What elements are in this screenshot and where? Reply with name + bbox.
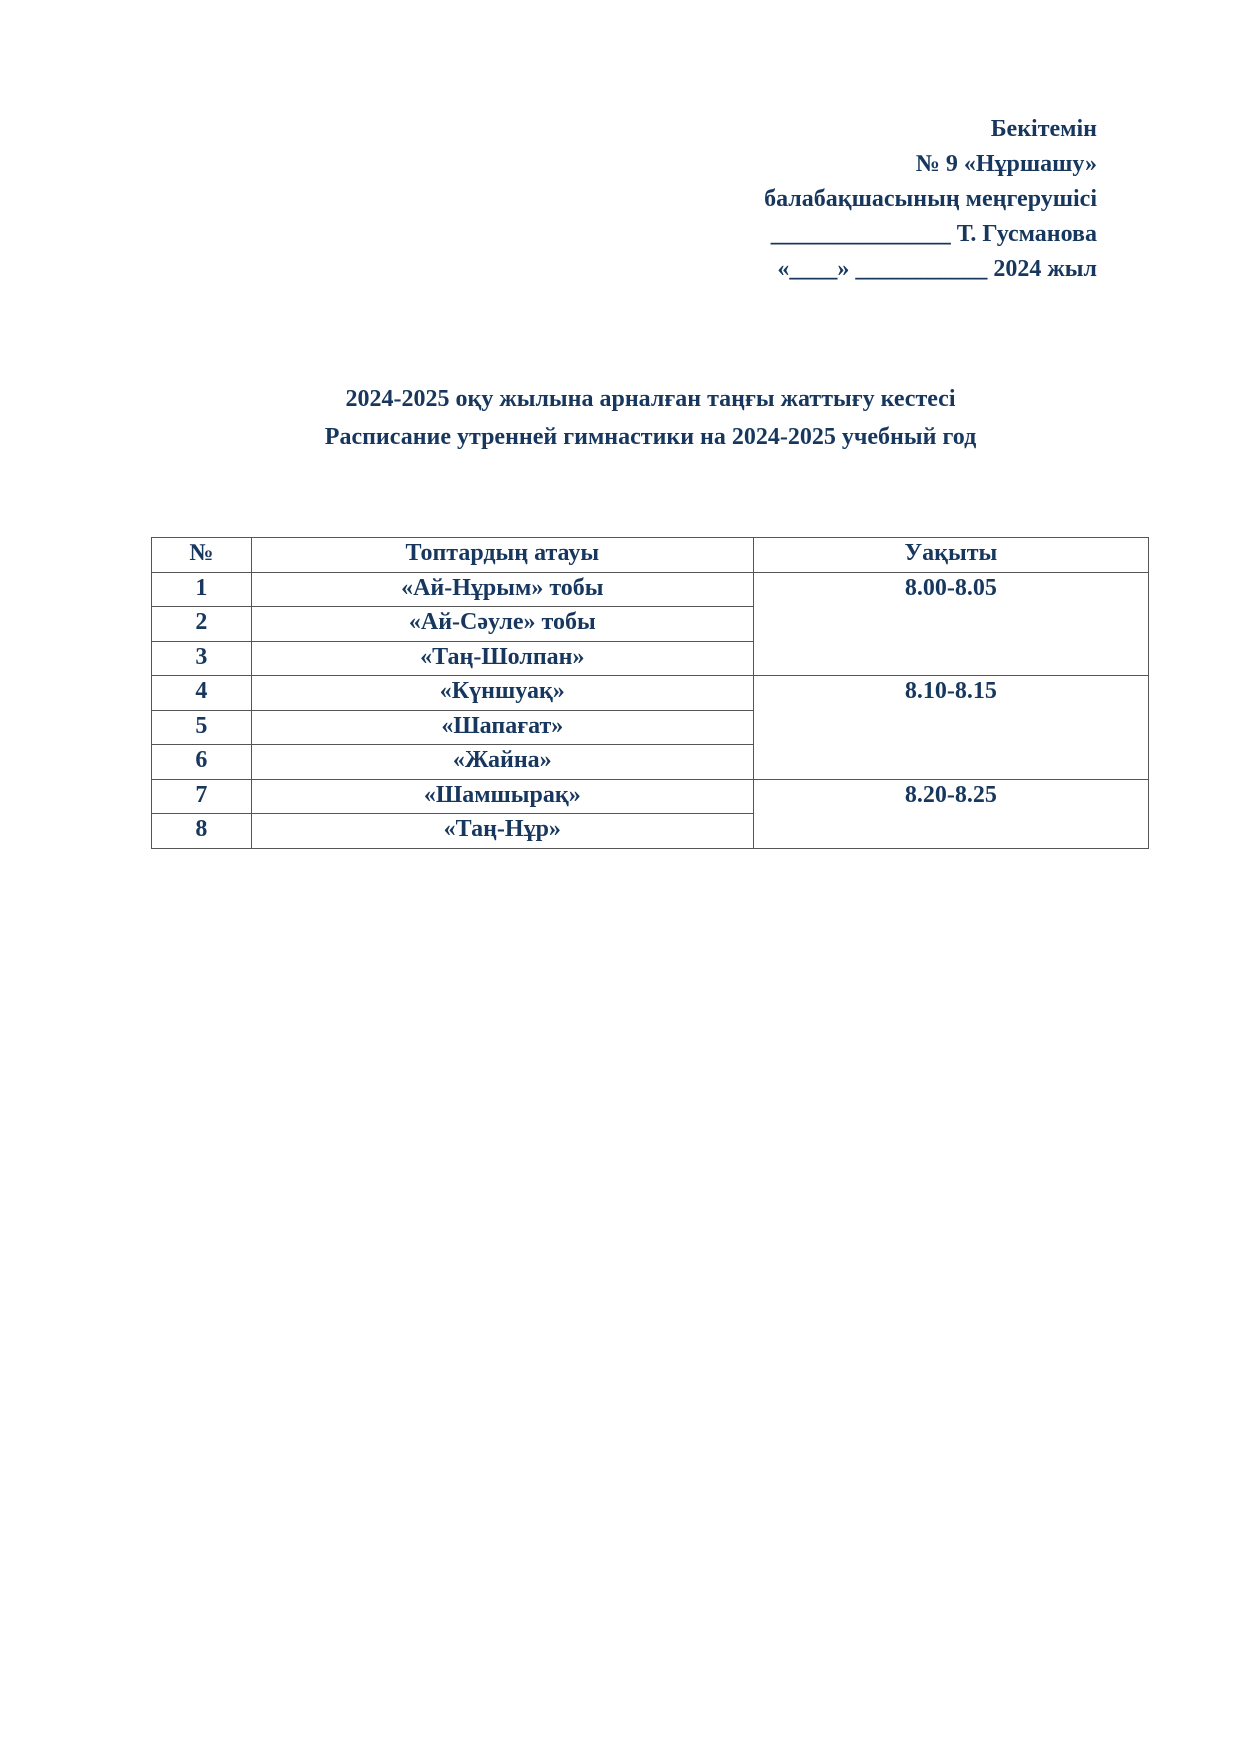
row-number: 1 [152, 572, 252, 607]
schedule-table [151, 537, 1149, 849]
row-group-name: «Жайна» [251, 745, 753, 780]
row-number: 3 [152, 641, 252, 676]
row-group-name: «Шапағат» [251, 710, 753, 745]
table-row [152, 779, 1149, 814]
table-header-row [152, 538, 1149, 573]
row-group-name: «Ай-Сәуле» тобы [251, 607, 753, 642]
row-time: 8.20-8.25 [753, 779, 1148, 848]
approval-line-signature: _______________ Т. Гусманова [770, 221, 1097, 247]
row-number: 2 [152, 607, 252, 642]
approval-block [764, 112, 1097, 287]
row-group-name: «Күншуақ» [251, 676, 753, 711]
table-row [152, 676, 1149, 711]
row-group-name: «Шамшырақ» [251, 779, 753, 814]
approval-line-position: балабақшасының меңгерушісі [764, 186, 1097, 212]
row-number: 8 [152, 814, 252, 849]
approval-line-kindergarten: № 9 «Нұршашу» [915, 151, 1097, 177]
row-time: 8.10-8.15 [753, 676, 1148, 780]
document-title [0, 380, 1241, 456]
row-number: 7 [152, 779, 252, 814]
title-kazakh: 2024-2025 оқу жылына арналған таңғы жаттығу кестесі [345, 386, 956, 412]
row-group-name: «Ай-Нұрым» тобы [251, 572, 753, 607]
approval-line-approve: Бекітемін [990, 116, 1097, 142]
approval-line-date: «____» ___________ 2024 жыл [777, 256, 1097, 282]
row-group-name: «Таң-Шолпан» [251, 641, 753, 676]
table-row [152, 572, 1149, 607]
row-number: 6 [152, 745, 252, 780]
row-number: 5 [152, 710, 252, 745]
row-number: 4 [152, 676, 252, 711]
header-group-name: Топтардың атауы [251, 538, 753, 573]
header-time: Уақыты [753, 538, 1148, 573]
row-group-name: «Таң-Нұр» [251, 814, 753, 849]
title-russian: Расписание утренней гимнастики на 2024-2025 учебный год [324, 424, 977, 450]
header-number: № [152, 538, 252, 573]
row-time: 8.00-8.05 [753, 572, 1148, 676]
